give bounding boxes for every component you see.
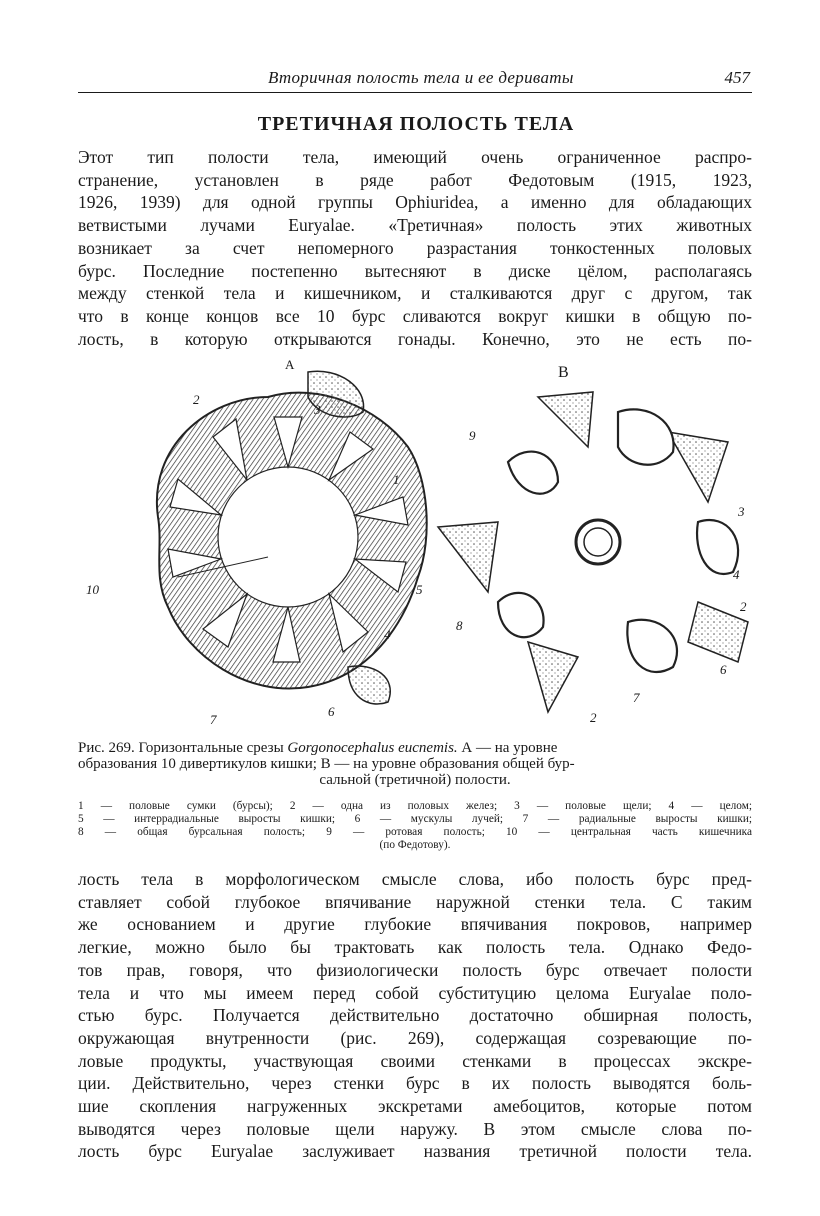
paragraph-2: [78, 868, 752, 1163]
caption-line-3: сальной (третичной) полости.: [319, 772, 511, 788]
text-line: легкие, можно было бы трактовать как полость тела. Однако Федо-: [78, 937, 752, 958]
caption-suffix: А — на уровне: [457, 740, 558, 756]
page-number: 457: [724, 68, 750, 87]
fig-label-b: 2: [740, 599, 747, 614]
species-name: Gorgonocephalus eucnemis.: [287, 740, 458, 756]
panel-b-section: [438, 392, 748, 712]
text-line: ции. Действительно, через стенки бурс в их полость выводятся боль-: [78, 1073, 752, 1094]
text-line: ветвистыми лучами Euryalae. «Третичная» полость этих животных: [78, 215, 752, 236]
figure-caption: [78, 740, 752, 788]
fig-label-b: 2: [590, 710, 597, 725]
fig-label-b: 7: [633, 690, 640, 705]
text-line: шие скопления нагруженных экскретами амебоцитов, которые потом: [78, 1096, 752, 1117]
fig-label-b: 8: [456, 618, 463, 633]
caption-line-2: образования 10 дивертикулов кишки; В — на уровне образования общей бур-: [78, 756, 575, 772]
text-line: лость бурс Euryalae заслуживает названия третичной полости тела.: [78, 1141, 752, 1162]
figure-legend: [78, 800, 752, 852]
text-line: лость, в которую открываются гонады. Конечно, это не есть по-: [78, 328, 752, 349]
text-line: выводятся через половые щели наружу. В этом смысле слова по-: [78, 1118, 752, 1139]
text-line: бурс. Последние постепенно вытесняют в диске цёлом, располагаясь: [78, 260, 752, 281]
running-head: [78, 64, 752, 93]
text-line: странение, установлен в ряде работ Федотовым (1915, 1923,: [78, 169, 752, 190]
fig-label-a: 3: [314, 402, 321, 417]
panel-a-section: [157, 371, 427, 704]
figure-illustration: [78, 352, 758, 737]
fig-label-b: 9: [469, 428, 476, 443]
fig-label-a: 10: [86, 582, 99, 597]
text-line: тела и что мы имеем перед собой субституцию целома Euryalae поло-: [78, 982, 752, 1003]
text-line: ставляет собой глубокое впячивание наружной стенки тела. С таким: [78, 891, 752, 912]
text-line: 1926, 1939) для одной группы Ophiuridea, а именно для обладающих: [78, 192, 752, 213]
panel-b-letter: В: [558, 364, 569, 381]
text-line: Этот тип полости тела, имеющий очень ограниченное распро-: [78, 147, 752, 167]
legend-line: 5 — интеррадиальные выросты кишки; 6 — мускулы лучей; 7 — радиальные выросты кишки;: [78, 813, 752, 825]
legend-line: 1 — половые сумки (бурсы); 2 — одна из половых желез; 3 — половые щели; 4 — целом;: [78, 800, 752, 812]
text-line: что в конце концов все 10 бурс сливаются вокруг кишки в общую по-: [78, 305, 752, 326]
figure-269: [78, 352, 758, 737]
paragraph-1: [78, 146, 752, 350]
text-line: между стенкой тела и кишечником, и сталкиваются друг с другом, так: [78, 283, 752, 304]
text-line: окружающая внутренности (рис. 269), содержащая созревающие по-: [78, 1027, 752, 1048]
fig-label-a: 1: [393, 472, 400, 487]
running-title: Вторичная полость тела и ее дериваты: [268, 68, 574, 87]
text-line: стью бурс. Получается действительно достаточно обширная полость,: [78, 1005, 752, 1026]
text-line: возникает за счет непомерного разрастания тонкостенных половых: [78, 237, 752, 258]
text-line: же основанием и другие глубокие впячивания покровов, например: [78, 914, 752, 935]
text-line: лость тела в морфологическом смысле слова, ибо полость бурс пред-: [78, 869, 752, 889]
caption-line-1: [78, 740, 752, 756]
fig-label-b: 4: [733, 567, 740, 582]
caption-prefix: Рис. 269. Горизонтальные срезы: [78, 740, 288, 756]
fig-label-a: 6: [328, 704, 335, 719]
legend-line: (по Федотову).: [379, 839, 451, 851]
text-line: тов прав, говоря, что физиологически полость бурс отвечает полости: [78, 959, 752, 980]
legend-line: 8 — общая бурсальная полость; 9 — ротовая полость; 10 — центральная часть кишечника: [78, 826, 752, 838]
text-line: ловые продукты, участвующая своими стенками в процессах экскре-: [78, 1050, 752, 1071]
section-title: ТРЕТИЧНАЯ ПОЛОСТЬ ТЕЛА: [257, 113, 575, 135]
fig-label-b: 6: [720, 662, 727, 677]
fig-label-a: 4: [384, 627, 391, 642]
fig-label-b: 3: [738, 504, 745, 519]
fig-label-a: 7: [210, 712, 217, 727]
panel-a-letter: А: [285, 357, 295, 372]
fig-label-a: 5: [416, 582, 423, 597]
fig-label-a: 2: [193, 392, 200, 407]
